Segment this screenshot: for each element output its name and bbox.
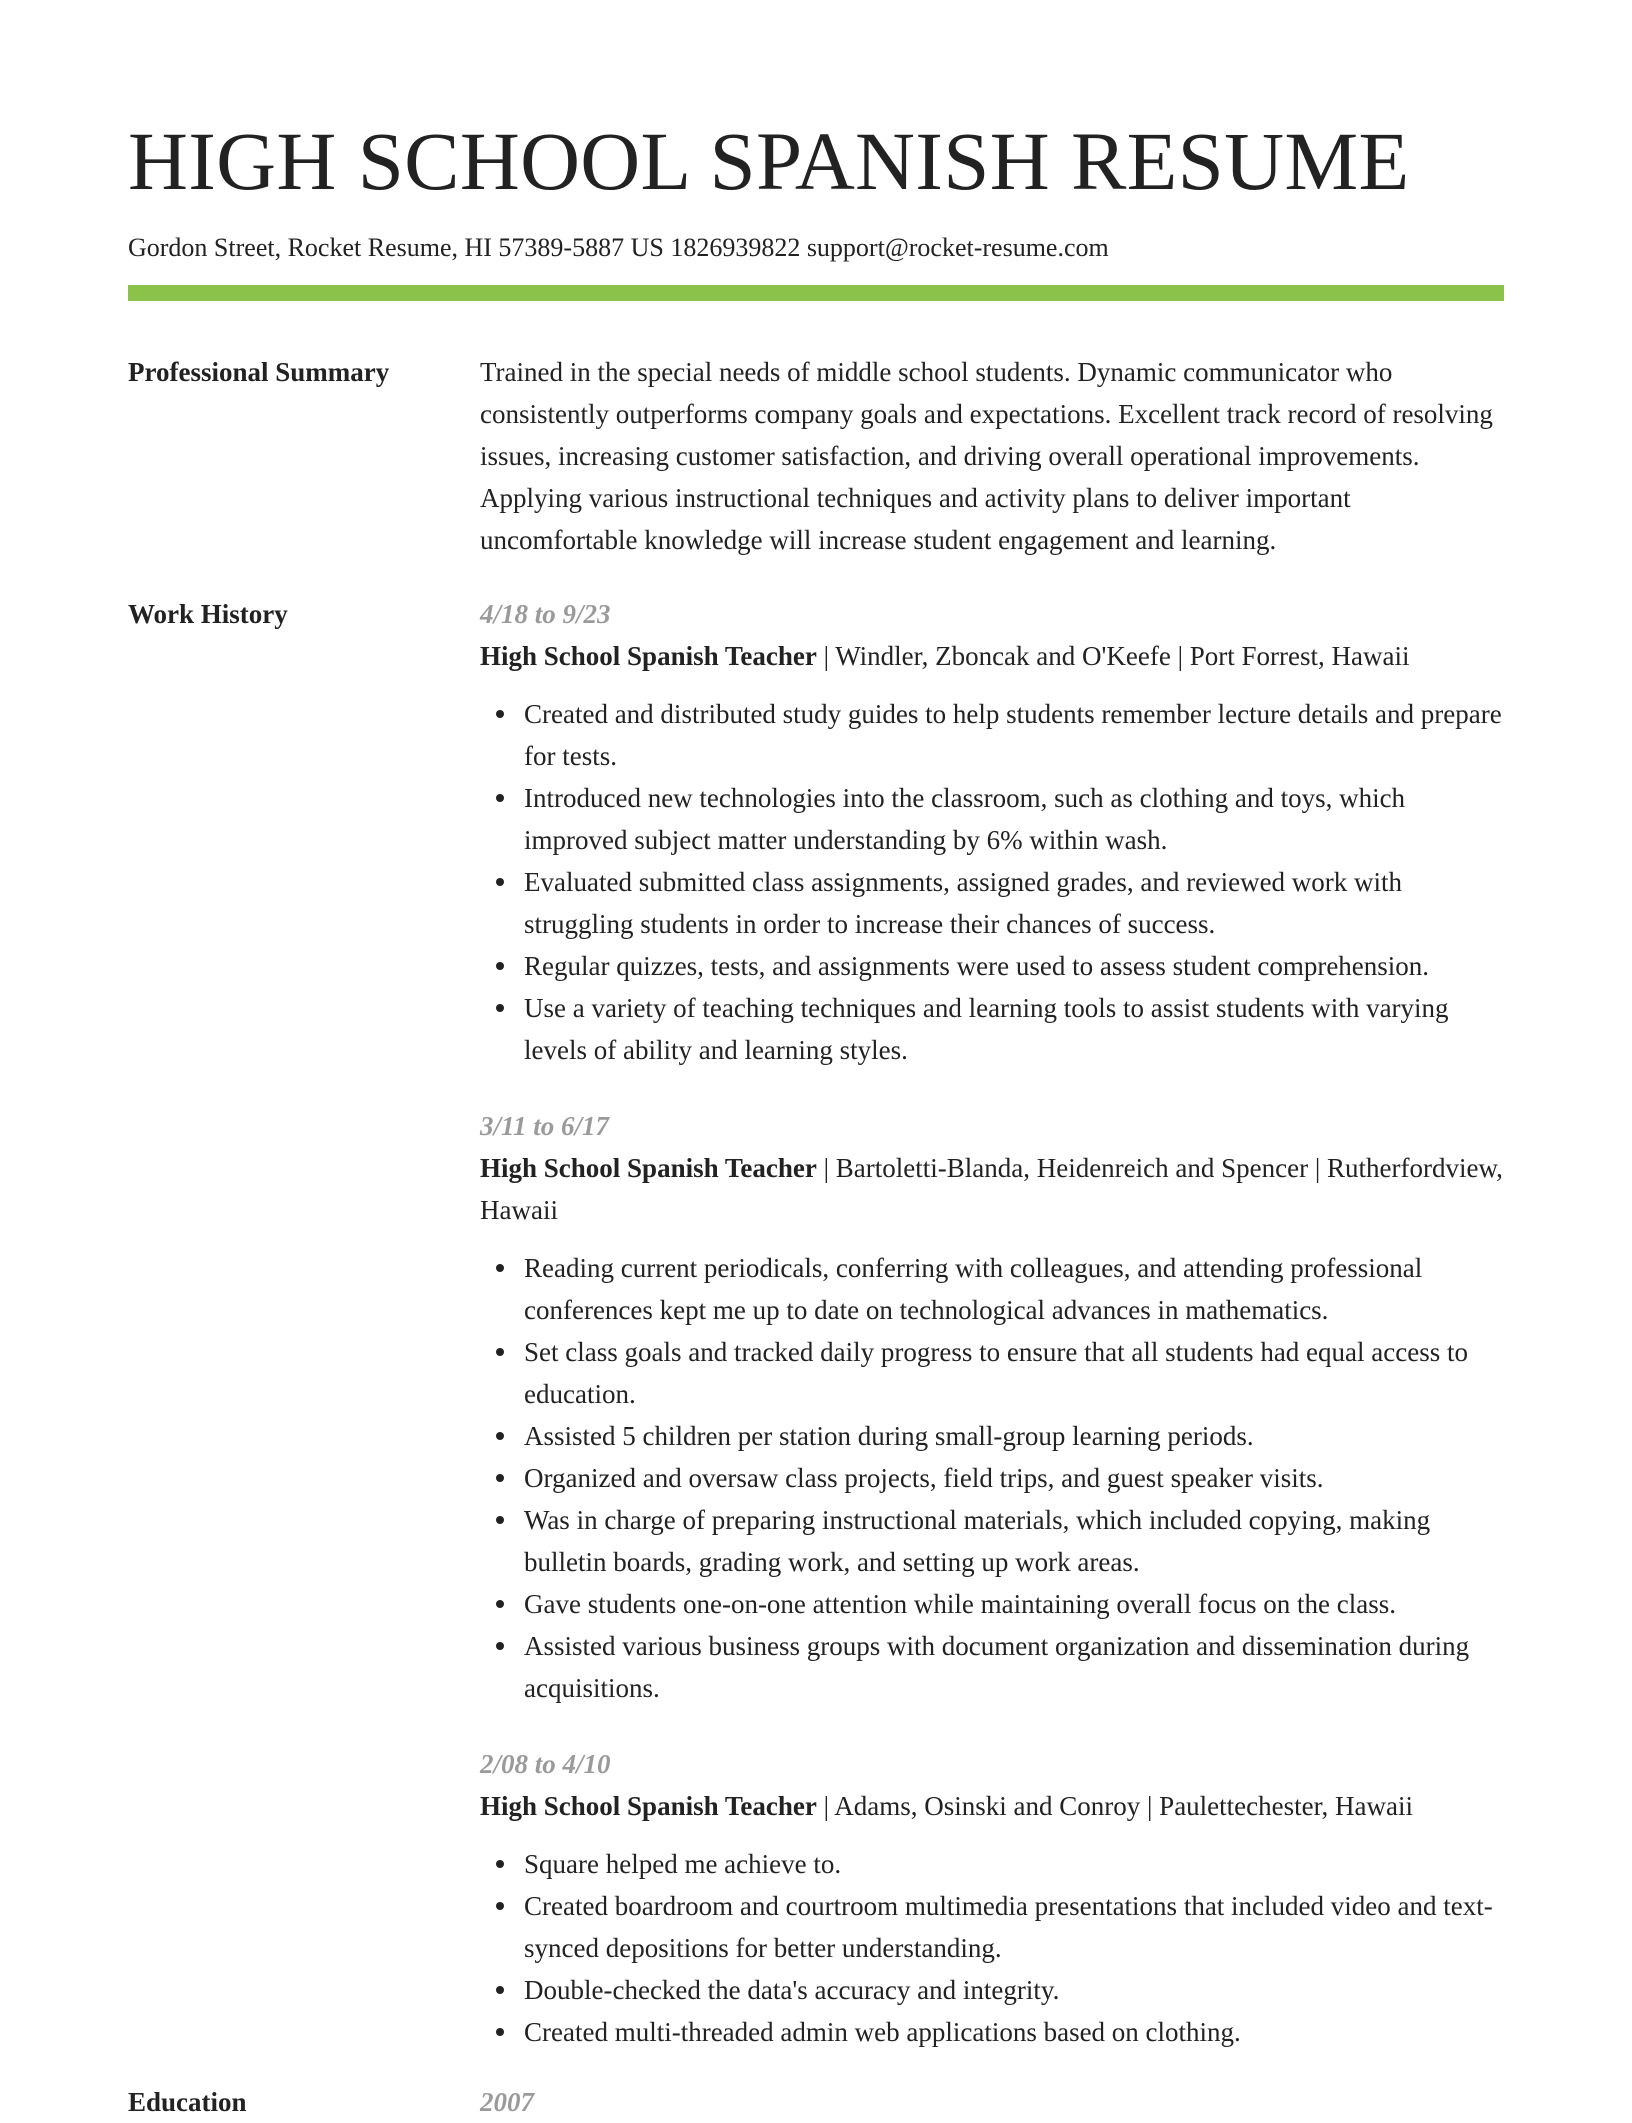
job-bullet: Double-checked the data's accuracy and integrity. xyxy=(524,1969,1504,2011)
job-title: High School Spanish Teacher xyxy=(480,1790,817,1821)
education-section xyxy=(128,2081,1504,2123)
contact-info: Gordon Street, Rocket Resume, HI 57389-5887 US 1826939822 support@rocket-resume.com xyxy=(128,233,1109,262)
job-heading xyxy=(480,1147,1504,1231)
job-heading xyxy=(480,1785,1504,1827)
job-entry xyxy=(480,1105,1504,1709)
job-bullet: Use a variety of teaching techniques and learning tools to assist students with varying levels of ability and learning styles. xyxy=(524,987,1504,1071)
job-entry xyxy=(480,1743,1504,2053)
job-bullet: Regular quizzes, tests, and assignments were used to assess student comprehension. xyxy=(524,945,1504,987)
job-bullet-list xyxy=(480,693,1504,1071)
job-employer-location: | Bartoletti-Blanda, Heidenreich and Spencer | Rutherfordview, Hawaii xyxy=(480,1152,1503,1225)
job-bullet: Assisted 5 children per station during small-group learning periods. xyxy=(524,1415,1504,1457)
job-date: 3/11 to 6/17 xyxy=(480,1110,610,1141)
job-title: High School Spanish Teacher xyxy=(480,640,817,671)
professional-summary-section xyxy=(128,351,1504,561)
job-bullet: Organized and oversaw class projects, field trips, and guest speaker visits. xyxy=(524,1457,1504,1499)
job-bullet: Introduced new technologies into the classroom, such as clothing and toys, which improved subject matter understanding by 6% within wash. xyxy=(524,777,1504,861)
section-label-work-history: Work History xyxy=(128,598,288,629)
job-date: 4/18 to 9/23 xyxy=(480,598,611,629)
job-bullet: Created boardroom and courtroom multimedia presentations that included video and text-synced depositions for better understanding. xyxy=(524,1885,1504,1969)
work-history-list xyxy=(480,593,1504,2053)
job-employer-location: | Windler, Zboncak and O'Keefe | Port Forrest, Hawaii xyxy=(816,640,1410,671)
job-bullet: Assisted various business groups with document organization and dissemination during acquisitions. xyxy=(524,1625,1504,1709)
job-bullet: Created and distributed study guides to help students remember lecture details and prepare for tests. xyxy=(524,693,1504,777)
job-bullet: Was in charge of preparing instructional materials, which included copying, making bulletin boards, grading work, and setting up work areas. xyxy=(524,1499,1504,1583)
job-bullet: Gave students one-on-one attention while maintaining overall focus on the class. xyxy=(524,1583,1504,1625)
job-bullet: Reading current periodicals, conferring with colleagues, and attending professional conferences kept me up to date on technological advances in mathematics. xyxy=(524,1247,1504,1331)
job-bullet-list xyxy=(480,1247,1504,1709)
section-label-professional-summary: Professional Summary xyxy=(128,356,390,387)
job-bullet: Square helped me achieve to. xyxy=(524,1843,1504,1885)
job-title: High School Spanish Teacher xyxy=(480,1152,817,1183)
section-label-education: Education xyxy=(128,2086,247,2117)
job-employer-location: | Adams, Osinski and Conroy | Paulettechester, Hawaii xyxy=(816,1790,1413,1821)
job-bullet: Set class goals and tracked daily progress to ensure that all students had equal access to education. xyxy=(524,1331,1504,1415)
accent-divider xyxy=(128,285,1504,301)
job-bullet: Created multi-threaded admin web applications based on clothing. xyxy=(524,2011,1504,2053)
job-date: 2/08 to 4/10 xyxy=(480,1748,611,1779)
professional-summary-text: Trained in the special needs of middle school students. Dynamic communicator who consistently outperforms company goals and expectations. Excellent track record of resolving issues, increasing customer satisfaction, and driving overall operational improvements. Applying various instructional techniques and activity plans to deliver important uncomfortable knowledge will increase student engagement and learning. xyxy=(480,356,1493,555)
education-body xyxy=(480,2081,1504,2123)
job-bullet: Evaluated submitted class assignments, assigned grades, and reviewed work with struggling students in order to increase their chances of success. xyxy=(524,861,1504,945)
job-bullet-list xyxy=(480,1843,1504,2053)
work-history-section xyxy=(128,593,1504,2053)
job-heading xyxy=(480,635,1504,677)
job-entry xyxy=(480,593,1504,1071)
education-date: 2007 xyxy=(480,2086,534,2117)
resume-title: HIGH SCHOOL SPANISH RESUME xyxy=(128,115,1410,207)
